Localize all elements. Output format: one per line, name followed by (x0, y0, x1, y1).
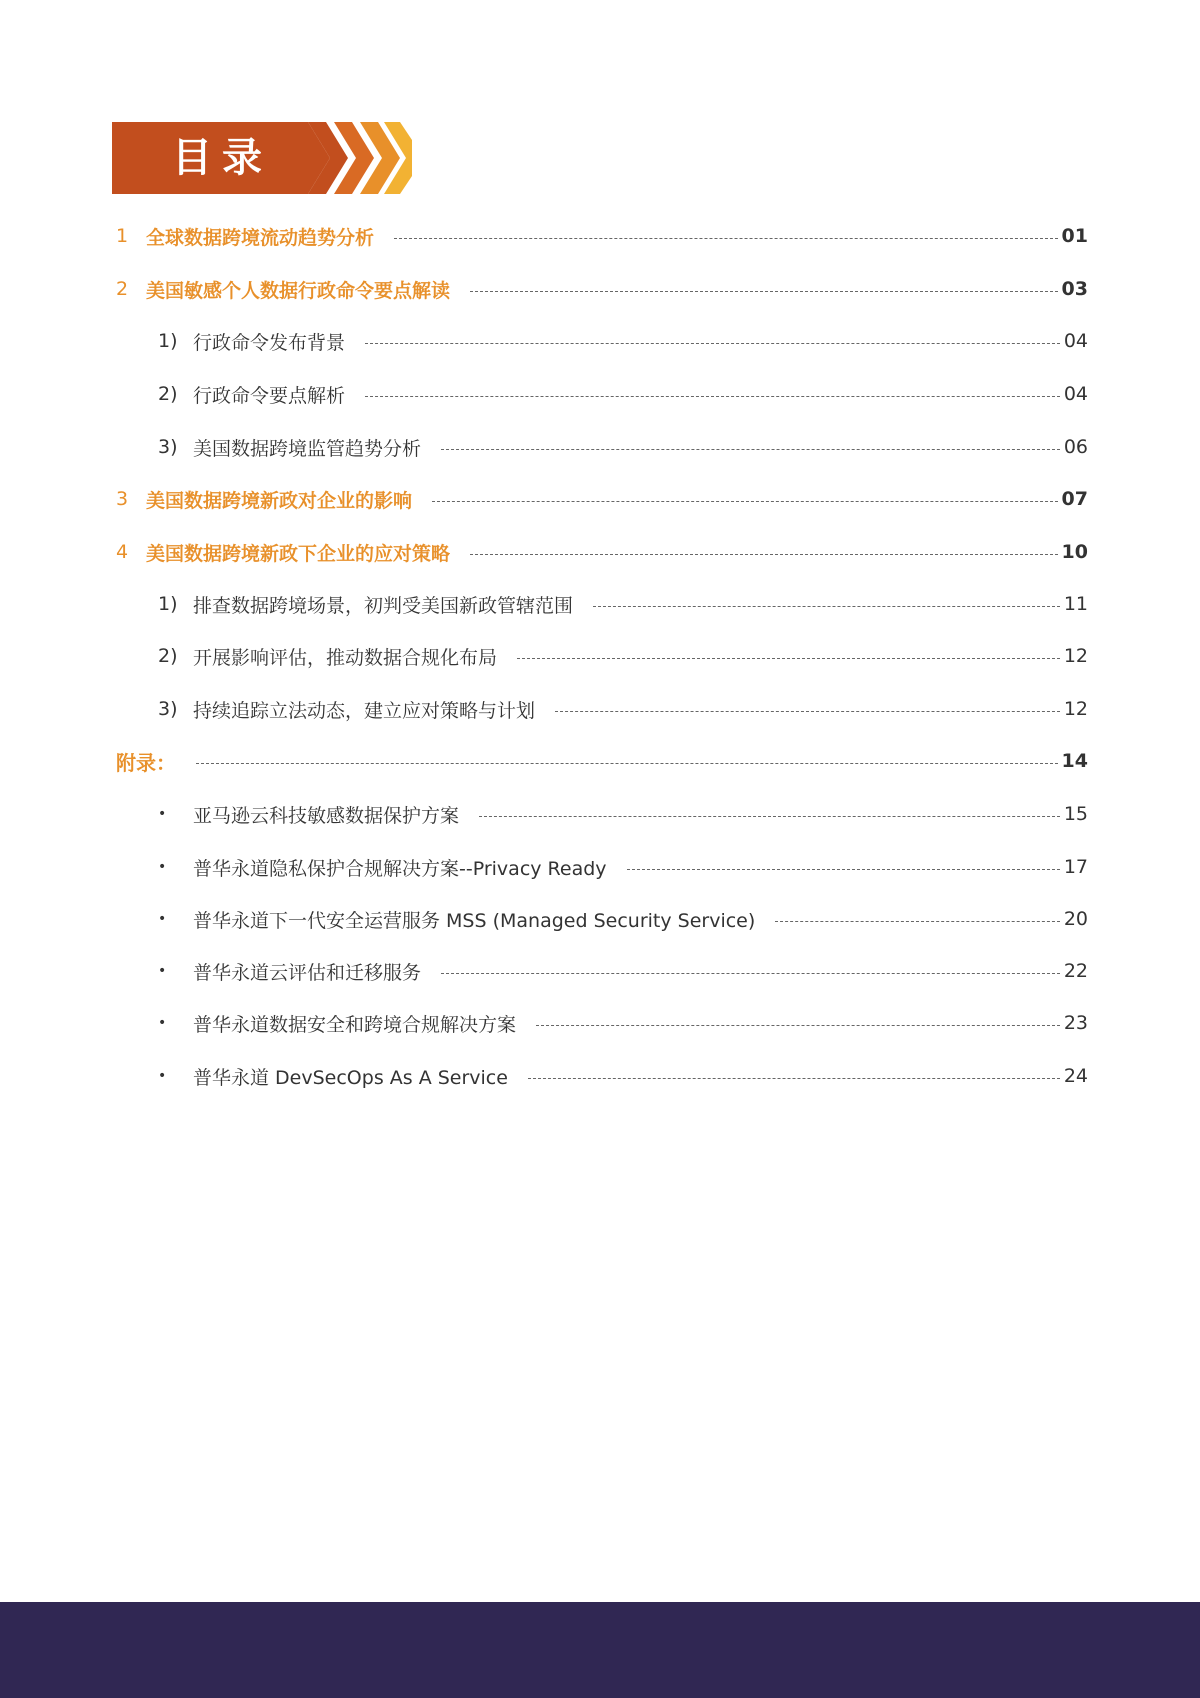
toc-entry-appendix[interactable] (116, 746, 1088, 776)
dotted-leader (441, 973, 1060, 974)
dotted-leader (593, 606, 1060, 607)
toc-entry-page: 12 (1063, 645, 1088, 667)
toc-entry-number: 3) (158, 436, 178, 458)
toc-entry-label: 亚马逊云科技敏感数据保护方案 (193, 804, 460, 827)
toc-entry-page: 06 (1063, 436, 1088, 458)
toc-entry[interactable] (116, 274, 1088, 304)
toc-entry[interactable] (158, 432, 1088, 462)
toc-entry-label: 美国数据跨境新政对企业的影响 (146, 489, 413, 512)
bullet-icon: • (158, 1015, 167, 1031)
toc-entry-number: 2 (116, 278, 129, 300)
toc-entry-label: 美国敏感个人数据行政命令要点解读 (146, 279, 451, 302)
dotted-leader (775, 921, 1060, 922)
bullet-icon: • (158, 859, 167, 875)
dotted-leader (365, 396, 1060, 397)
dotted-leader (470, 291, 1058, 292)
toc-entry[interactable] (158, 326, 1088, 356)
toc-entry[interactable] (158, 799, 1088, 829)
toc-entry[interactable] (158, 904, 1088, 934)
dotted-leader (394, 238, 1058, 239)
toc-entry-number: 1) (158, 593, 178, 615)
dotted-leader (555, 711, 1060, 712)
toc-entry[interactable] (158, 852, 1088, 882)
toc-title-banner (112, 122, 412, 194)
toc-entry-number: 2) (158, 383, 178, 405)
toc-entry-page: 03 (1061, 278, 1088, 300)
toc-entry-page: 01 (1061, 225, 1088, 247)
toc-entry-label: 行政命令要点解析 (193, 384, 346, 407)
toc-entry[interactable] (158, 641, 1088, 671)
toc-entry-page: 11 (1063, 593, 1088, 615)
toc-entry[interactable] (158, 694, 1088, 724)
dotted-leader (536, 1025, 1060, 1026)
toc-entry-label: 普华永道隐私保护合规解决方案--Privacy Ready (193, 857, 607, 880)
toc-entry[interactable] (158, 379, 1088, 409)
bullet-icon: • (158, 806, 167, 822)
bullet-icon: • (158, 911, 167, 927)
bullet-icon: • (158, 963, 167, 979)
toc-entry-number: 4 (116, 541, 129, 563)
toc-entry-number: 3) (158, 698, 178, 720)
toc-entry-label: 附录： (116, 750, 176, 775)
toc-entry-number: 1 (116, 225, 129, 247)
toc-entry[interactable] (116, 484, 1088, 514)
toc-entry-label: 普华永道数据安全和跨境合规解决方案 (193, 1013, 517, 1036)
toc-entry-page: 20 (1063, 908, 1088, 930)
toc-entry-number: 3 (116, 488, 129, 510)
toc-entry[interactable] (116, 221, 1088, 251)
bullet-icon: • (158, 1068, 167, 1084)
footer-band (0, 1602, 1200, 1698)
toc-entry-page: 17 (1063, 856, 1088, 878)
toc-entry-page: 04 (1063, 330, 1088, 352)
dotted-leader (441, 449, 1060, 450)
toc-entry[interactable] (116, 537, 1088, 567)
dotted-leader (517, 658, 1060, 659)
toc-entry-number: 1) (158, 330, 178, 352)
toc-entry-page: 04 (1063, 383, 1088, 405)
toc-entry-page: 23 (1063, 1012, 1088, 1034)
dotted-leader (479, 816, 1060, 817)
toc-entry-page: 14 (1061, 750, 1088, 772)
toc-entry-label: 普华永道 DevSecOps As A Service (193, 1066, 508, 1089)
toc-entry-page: 24 (1063, 1065, 1088, 1087)
toc-entry[interactable] (158, 956, 1088, 986)
dotted-leader (196, 763, 1058, 764)
toc-entry-page: 22 (1063, 960, 1088, 982)
toc-entry-page: 15 (1063, 803, 1088, 825)
toc-entry-label: 美国数据跨境新政下企业的应对策略 (146, 542, 451, 565)
toc-entry-label: 持续追踪立法动态，建立应对策略与计划 (193, 699, 536, 722)
toc-entry-label: 全球数据跨境流动趋势分析 (146, 226, 375, 249)
toc-entry-page: 10 (1061, 541, 1088, 563)
dotted-leader (365, 343, 1060, 344)
dotted-leader (528, 1078, 1060, 1079)
toc-entry[interactable] (158, 1061, 1088, 1091)
page-title: 目录 (172, 135, 272, 181)
toc-entry-label: 普华永道云评估和迁移服务 (193, 961, 422, 984)
toc-entry-label: 行政命令发布背景 (193, 331, 346, 354)
dotted-leader (627, 869, 1060, 870)
toc-entry-page: 12 (1063, 698, 1088, 720)
toc-entry-label: 开展影响评估，推动数据合规化布局 (193, 646, 498, 669)
toc-entry-label: 普华永道下一代安全运营服务 MSS (Managed Security Service) (193, 909, 756, 932)
toc-entry[interactable] (158, 1008, 1088, 1038)
toc-entry-page: 07 (1061, 488, 1088, 510)
toc-entry-label: 美国数据跨境监管趋势分析 (193, 437, 422, 460)
toc-entry[interactable] (158, 589, 1088, 619)
toc-entry-label: 排查数据跨境场景，初判受美国新政管辖范围 (193, 594, 574, 617)
toc-entry-number: 2) (158, 645, 178, 667)
dotted-leader (432, 501, 1058, 502)
dotted-leader (470, 554, 1058, 555)
